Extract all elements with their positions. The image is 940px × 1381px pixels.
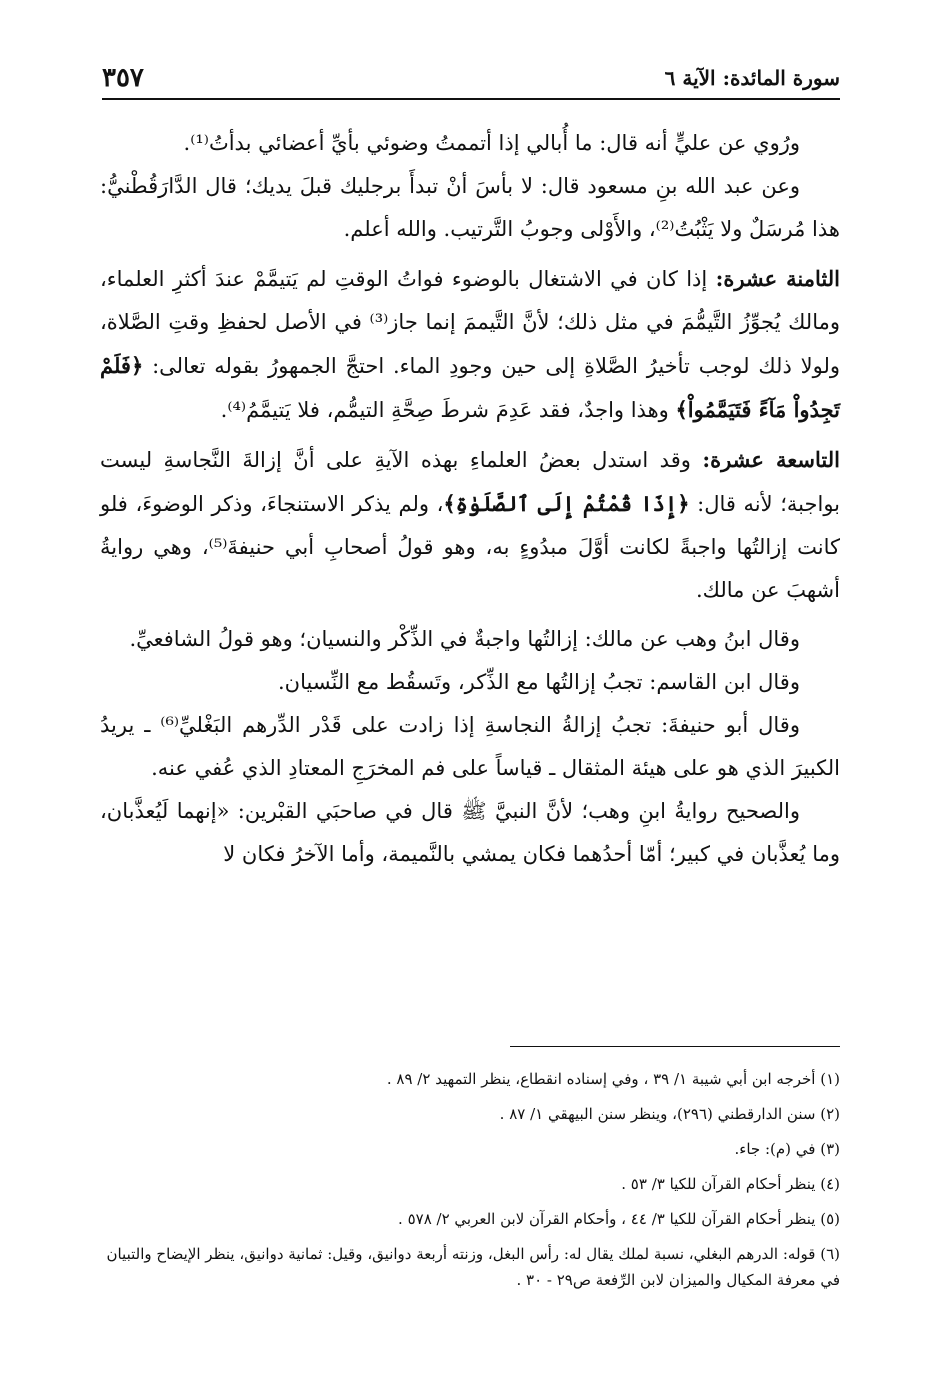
section-heading-eighteenth: الثامنة عشرة: (715, 266, 840, 291)
footnote-1: (١) أخرجه ابن أبي شيبة ١/ ٣٩ ، وفي إسناده انقطاع، ينظر التمهيد ٢/ ٨٩ . (386, 1070, 840, 1088)
main-text (100, 122, 840, 876)
page-number: ٣٥٧ (102, 63, 144, 93)
section-nineteenth-text-a: وقد استدل بعضُ العلماءِ بهذه الآيةِ على أنَّ إزالةَ النَّجاسةِ ليست بواجبة؛ لأنه قال: (100, 448, 841, 516)
footnotes (100, 1066, 840, 1302)
section-eighteenth-text-a: إذا كان في الاشتغال بالوضوء فواتُ الوقتِ لم يَتيمَّمْ عندَ أكثرِ العلماء، ومالك يُجوِّزُ التَّيمُّمَ في مثل ذلك؛ لأنَّ التَّيممَ إنما جاز⁽³⁾ في الأصل لحفظِ وقتِ الصَّلاة، ولولا ذلك لوجب تأخيرُ الصَّلاةِ إلى حين وجودِ الماء. احتجَّ الجمهورُ بقوله تعالى: (100, 267, 840, 378)
section-heading-nineteenth: التاسعة عشرة: (702, 447, 840, 472)
footnote-3: (٣) في (م): جاء. (734, 1140, 840, 1158)
footnote-6: (٦) قوله: الدرهم البغلي، نسبة لملك يقال له: رأس البغل، وزنته أربعة دوانيق، وقيل: ثمانية دوانيق، ينظر الإيضاح والتبيان في معرفة المكيال والميزان لابن الرِّفعة ص٢٩ - ٣٠ . (106, 1245, 840, 1289)
section-eighteenth-text-b: وهذا واجدٌ، فقد عَدِمَ شرطَ صِحَّةِ التيمُّم، فلا يَتيمَّمُ⁽⁴⁾. (220, 398, 676, 422)
footnote-separator (510, 1046, 840, 1047)
footnote-4: (٤) ينظر أحكام القرآن للكيا ٣/ ٥٣ . (621, 1175, 840, 1193)
paragraph-sahih: والصحيح روايةُ ابنِ وهب؛ لأنَّ النبيَّ ﷺ قال في صاحبَي القبْرين: «إنهما لَيُعذَّبان، وما يُعذَّبان في كبير؛ أمّا أحدُهما فكان يمشي بالنَّميمة، وأما الآخرُ فكان لا (100, 799, 840, 866)
paragraph-ibn-wahb: وقال ابنُ وهب عن مالك: إزالتُها واجبةٌ في الذِّكْر والنسيان؛ وهو قولُ الشافعيِّ. (129, 627, 800, 651)
footnote-2: (٢) سنن الدارقطني (٢٩٦)، وينظر سنن البيهقي ١/ ٨٧ . (499, 1105, 840, 1123)
section-nineteenth-text-b: ، ولم يذكر الاستنجاءَ، وذكر الوضوءَ، فلو كانت إزالتُها واجبةً لكانت أوَّلَ مبدُوءٍ به، وهو قولُ أصحابِ أبي حنيفةَ⁽⁵⁾، وهي روايةُ أشهبَ عن مالك. (100, 492, 840, 602)
section-nineteenth (100, 438, 840, 612)
paragraph-abu-hanifa: وقال أبو حنيفةَ: تجبُ إزالةُ النجاسةِ إذا زادت على قَدْر الدِّرهم البَغْليِّ⁽⁶⁾ ـ يريدُ الكبيرَ الذي هو على هيئة المثقال ـ قياساً على فم المخرَجِ المعتادِ الذي عُفي عنه. (100, 713, 840, 780)
paragraph-ibn-qasim: وقال ابن القاسم: تجبُ إزالتُها مع الذِّكر، وتَسقُط مع النِّسيان. (277, 670, 800, 694)
paragraph-ali: ورُوي عن عليٍّ أنه قال: ما أُبالي إذا أتممتُ وضوئي بأيِّ أعضائي بدأتُ⁽¹⁾. (183, 131, 800, 155)
running-header (102, 58, 840, 100)
surah-title: سورة المائدة: الآية ٦ (664, 66, 840, 90)
quran-verse-tayammum: ﴿فَلَمْ تَجِدُواْ مَآءً فَتَيَمَّمُواْ﴾ (100, 353, 840, 422)
quran-verse-salah: ﴿إِذَا قُمْتُمْ إِلَى ٱلصَّلَوٰةِ﴾ (443, 491, 690, 516)
section-eighteenth (100, 257, 840, 432)
paragraph-ibn-masud: وعن عبد الله بنِ مسعود قال: لا بأسَ أنْ تبدأَ برجليك قبلَ يديك؛ قال الدَّارَقُطْنيُّ: هذا مُرسَلٌ ولا يَثْبُتُ⁽²⁾، والأَوْلى وجوبُ التَّرتيب. والله أعلم. (100, 174, 840, 241)
footnote-5: (٥) ينظر أحكام القرآن للكيا ٣/ ٤٤ ، وأحكام القرآن لابن العربي ٢/ ٥٧٨ . (398, 1210, 840, 1228)
